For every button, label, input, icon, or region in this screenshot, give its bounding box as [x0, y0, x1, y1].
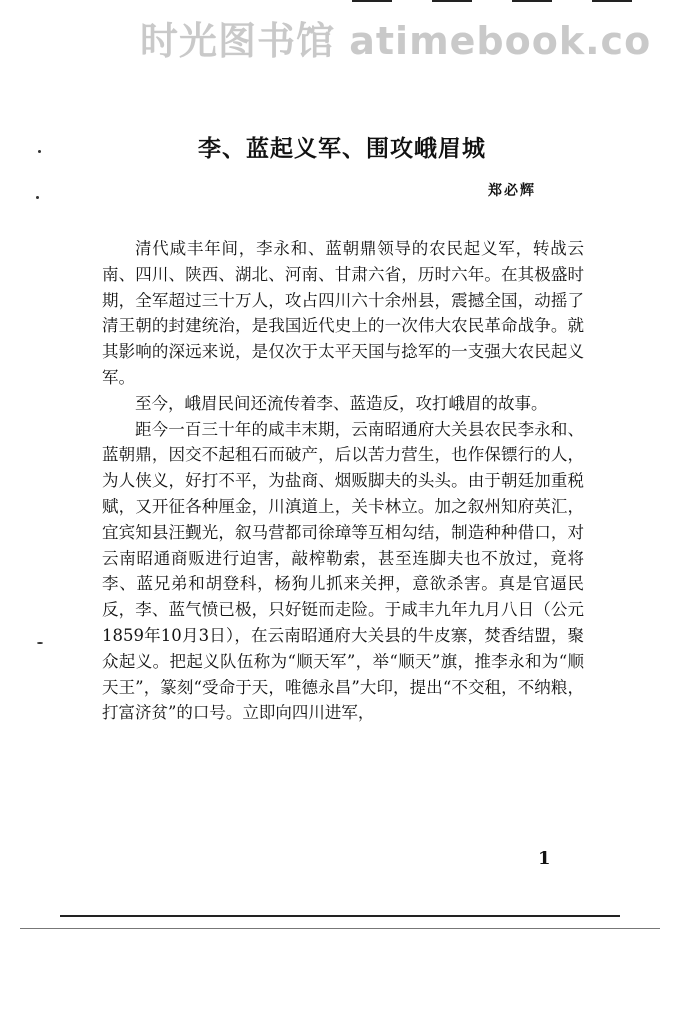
- page-number: 1: [538, 848, 551, 869]
- top-rule-2: [432, 0, 472, 2]
- top-rule-4: [592, 0, 632, 2]
- paragraph-2: 至今，峨眉民间还流传着李、蓝造反，攻打峨眉的故事。: [135, 393, 548, 413]
- article-title: 李、蓝起义军、围攻峨眉城: [198, 136, 486, 162]
- top-rule-1: [352, 0, 392, 2]
- watermark-text: 时光图书馆 atimebook.co: [140, 19, 652, 63]
- scan-speck: [36, 196, 39, 199]
- bottom-rule: [60, 915, 620, 917]
- paragraph-3: 距今一百三十年的咸丰末期，云南昭通府大关县农民李永和、蓝朝鼎，因交不起租石而破产，后以苦力营生，也作保镖行的人，为人侠义，好打不平，为盐商、烟贩脚夫的头头。由于朝廷加重税赋，又开征各种厘金，川滇道上，关卡林立。加之叙州知府英汇，宜宾知县汪觐光，叙马营都司徐璋等互相勾结，制造种种借口，对云南昭通商贩进行迫害，敲榨勒索，甚至连脚夫也不放过，竟将李、蓝兄弟和胡登科，杨狗儿抓来关押，意欲杀害。真是官逼民反，李、蓝气愤已极，只好铤而走险。于咸丰九年九月八日（公元1859年10月3日），在云南昭通府大关县的牛皮寨，焚香结盟，聚众起义。把起义队伍称为“顺天军”，举“顺天”旗，推李永和为“顺天王”，篆刻“受命于天，唯德永昌”大印，提出“不交租，不纳粮，打富济贫”的口号。立即向四川进军，: [102, 419, 584, 723]
- scan-speck: [37, 642, 43, 644]
- top-rule-3: [512, 0, 552, 2]
- author-name: 郑必辉: [488, 183, 536, 199]
- article-body: [102, 236, 584, 726]
- paragraph-1: 清代咸丰年间，李永和、蓝朝鼎领导的农民起义军，转战云南、四川、陕西、湖北、河南、甘肃六省，历时六年。在其极盛时期，全军超过三十万人，攻占四川六十余州县，震撼全国，动摇了清王朝的封建统治，是我国近代史上的一次伟大农民革命战争。就其影响的深远来说，是仅次于太平天国与捻军的一支强大农民起义军。: [102, 239, 584, 387]
- bottom-rule-faint: [20, 928, 660, 929]
- scan-speck: [38, 150, 41, 153]
